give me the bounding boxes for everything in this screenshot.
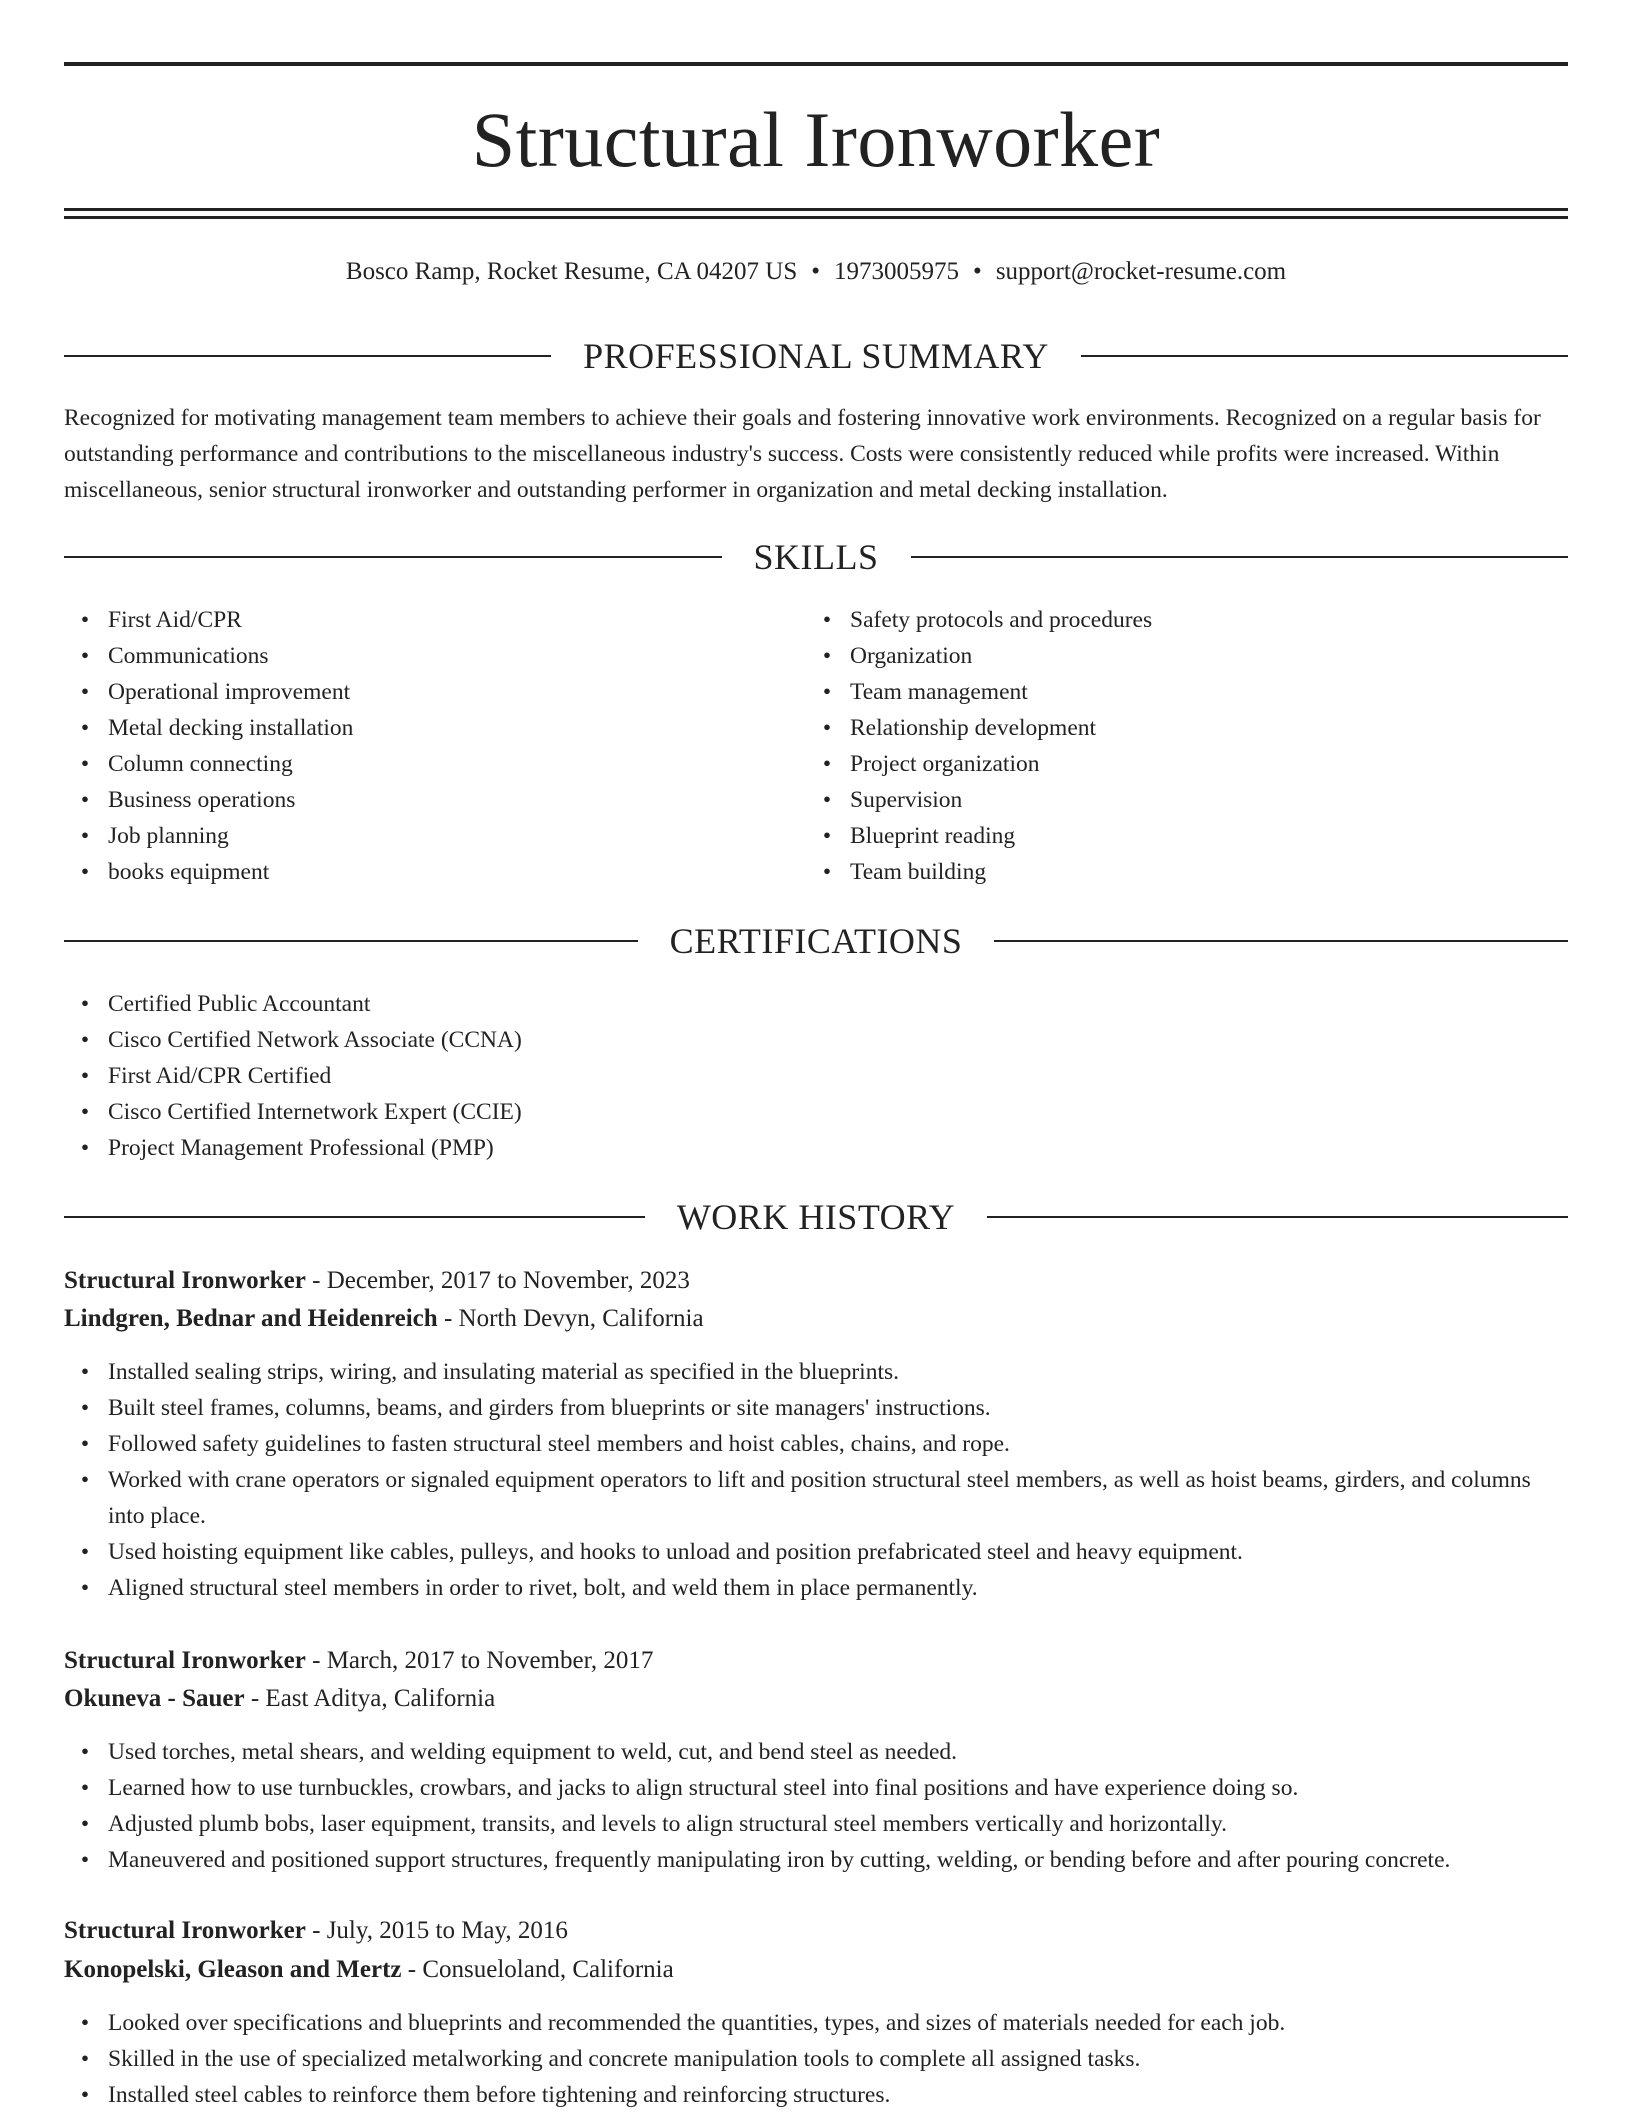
header-top-rule [64, 62, 1568, 66]
bullet-icon: • [822, 607, 832, 633]
skill-item-text: Relationship development [850, 715, 1097, 741]
section-rule-right [987, 1216, 1568, 1218]
job-bullet-item [64, 1390, 1568, 1426]
bullet-icon: • [80, 751, 90, 777]
bullet-icon: • [80, 607, 90, 633]
bullet-icon: • [80, 1395, 90, 1421]
skill-item [806, 854, 1568, 890]
skill-item-text: Blueprint reading [850, 823, 1016, 849]
bullet-icon: • [822, 715, 832, 741]
bullet-icon: • [80, 2010, 90, 2036]
job-bullet-item-text: Skilled in the use of specialized metalworking and concrete manipulation tools to complete all assigned tasks. [108, 2046, 1141, 2072]
skill-item [806, 818, 1568, 854]
contact-line [64, 254, 1568, 290]
job-dates: - March, 2017 to November, 2017 [305, 1647, 654, 1674]
job-dates: - July, 2015 to May, 2016 [305, 1917, 568, 1944]
skill-item [806, 602, 1568, 638]
bullet-icon: • [80, 1539, 90, 1565]
skill-item [64, 782, 804, 818]
job-bullet-item-text: Used hoisting equipment like cables, pulleys, and hooks to unload and position prefabricated steel and heavy equipment. [108, 1539, 1243, 1565]
bullet-icon: • [80, 1847, 90, 1873]
skill-item [64, 854, 804, 890]
skill-item-text: Column connecting [108, 751, 293, 777]
skill-item-text: Communications [108, 643, 269, 669]
skill-item [806, 638, 1568, 674]
job-title: Structural Ironworker [64, 1917, 306, 1944]
skill-item [64, 602, 804, 638]
skill-item [64, 818, 804, 854]
job-bullet-item [64, 2077, 1568, 2113]
certification-item [64, 1130, 1568, 1166]
skill-item [806, 782, 1568, 818]
job-location: - North Devyn, California [437, 1305, 704, 1332]
contact-address: Bosco Ramp, Rocket Resume, CA 04207 US [345, 258, 798, 285]
job-bullet-item-text: Used torches, metal shears, and welding equipment to weld, cut, and bend steel as needed. [108, 1739, 958, 1765]
bullet-icon: • [80, 643, 90, 669]
bullet-icon: • [822, 823, 832, 849]
job-bullet-item-text: Maneuvered and positioned support structures, frequently manipulating iron by cutting, welding, or bending before and after pouring concrete. [108, 1847, 1451, 1873]
job-bullet-item [64, 2041, 1568, 2077]
bullet-icon: • [80, 1811, 90, 1837]
header-double-rule-lower [64, 216, 1568, 219]
section-header-summary [64, 336, 1568, 376]
section-header-certifications [64, 921, 1568, 961]
skill-item [806, 710, 1568, 746]
certification-item-text: First Aid/CPR Certified [108, 1063, 332, 1089]
job-title: Structural Ironworker [64, 1267, 306, 1294]
job-bullet-item-text: Learned how to use turnbuckles, crowbars, and jacks to align structural steel into final positions and have experience doing so. [108, 1775, 1299, 1801]
skill-item-text: Organization [850, 643, 973, 669]
bullet-icon: • [80, 787, 90, 813]
skill-item [64, 638, 804, 674]
contact-email: support@rocket-resume.com [995, 258, 1287, 285]
certification-item-text: Project Management Professional (PMP) [108, 1135, 494, 1161]
job-bullet-item-text: Installed steel cables to reinforce them before tightening and reinforcing structures. [108, 2082, 891, 2108]
contact-separator: • [973, 258, 982, 285]
section-rule-left [64, 1216, 645, 1218]
section-header-skills [64, 537, 1568, 577]
bullet-icon: • [80, 1135, 90, 1161]
contact-separator: • [811, 258, 821, 285]
bullet-icon: • [80, 715, 90, 741]
section-header-work-history [64, 1197, 1568, 1237]
job-title-line [64, 1262, 1568, 1300]
skill-item [64, 746, 804, 782]
job-bullets-list [64, 1354, 1568, 1606]
skill-item-text: First Aid/CPR [108, 607, 242, 633]
job-bullet-item-text: Followed safety guidelines to fasten structural steel members and hoist cables, chains, and rope. [108, 1431, 1010, 1457]
certification-item [64, 1094, 1568, 1130]
section-rule-right [1081, 355, 1568, 357]
job-bullet-item [64, 1534, 1568, 1570]
job-location: - Consueloland, California [401, 1956, 674, 1983]
job-bullet-item [64, 1462, 1568, 1534]
summary-text: Recognized for motivating management team members to achieve their goals and fostering innovative work environments. Recognized on a regular basis for outstanding performance and contributions to the miscellaneous industry's success. Costs were consistently reduced while profits were increased. Within miscellaneous, senior structural ironworker and outstanding performer in organization and metal decking installation. [64, 405, 1541, 503]
bullet-icon: • [80, 2046, 90, 2072]
skill-item-text: Job planning [108, 823, 229, 849]
skill-item [64, 674, 804, 710]
bullet-icon: • [822, 679, 832, 705]
skill-item-text: Operational improvement [108, 679, 351, 705]
skill-item [64, 710, 804, 746]
bullet-icon: • [80, 1359, 90, 1385]
section-title-skills: SKILLS [753, 537, 879, 577]
section-title-summary: PROFESSIONAL SUMMARY [583, 336, 1049, 376]
skill-item [806, 746, 1568, 782]
job-title-line [64, 1642, 1568, 1680]
certification-item-text: Certified Public Accountant [108, 991, 371, 1017]
bullet-icon: • [80, 1575, 90, 1601]
job-title: Structural Ironworker [64, 1647, 306, 1674]
section-title-work-history: WORK HISTORY [676, 1197, 956, 1237]
bullet-icon: • [80, 1467, 90, 1493]
job-bullet-item [64, 1806, 1568, 1842]
bullet-icon: • [80, 679, 90, 705]
job-location: - East Aditya, California [244, 1685, 496, 1712]
job-company: Lindgren, Bednar and Heidenreich [64, 1305, 438, 1332]
job-company-line [64, 1680, 1568, 1718]
resume-title: Structural Ironworker [471, 96, 1161, 183]
job-bullet-item [64, 1354, 1568, 1390]
job-company: Okuneva - Sauer [64, 1685, 245, 1712]
skill-item-text: Supervision [850, 787, 963, 813]
job-company-line [64, 1300, 1568, 1338]
bullet-icon: • [80, 1431, 90, 1457]
job-bullet-item-text: Installed sealing strips, wiring, and insulating material as specified in the blueprints. [108, 1359, 899, 1385]
bullet-icon: • [80, 1739, 90, 1765]
job-bullets-list [64, 2005, 1568, 2113]
certification-item [64, 1022, 1568, 1058]
skill-item-text: Team management [850, 679, 1028, 705]
skills-list-right [806, 602, 1568, 890]
bullet-icon: • [822, 643, 832, 669]
contact-phone: 1973005975 [834, 258, 960, 285]
skill-item-text: Project organization [850, 751, 1040, 777]
job-bullet-item [64, 2005, 1568, 2041]
job-bullet-item-text: Built steel frames, columns, beams, and girders from blueprints or site managers' instructions. [108, 1395, 991, 1421]
skill-item [806, 674, 1568, 710]
job-company-line [64, 1951, 1568, 1989]
bullet-icon: • [80, 991, 90, 1017]
section-rule-right [994, 940, 1568, 942]
skill-item-text: Business operations [108, 787, 296, 813]
job-bullet-item [64, 1734, 1568, 1770]
certification-item [64, 986, 1568, 1022]
bullet-icon: • [80, 1063, 90, 1089]
bullet-icon: • [822, 787, 832, 813]
section-title-certifications: CERTIFICATIONS [669, 921, 963, 961]
job-company: Konopelski, Gleason and Mertz [64, 1956, 402, 1983]
section-rule-right [911, 556, 1569, 558]
job-bullet-item [64, 1770, 1568, 1806]
job-bullet-item [64, 1426, 1568, 1462]
bullet-icon: • [80, 1775, 90, 1801]
job-bullet-item [64, 1570, 1568, 1606]
job-bullet-item-text: Looked over specifications and blueprints and recommended the quantities, types, and sizes of materials needed for each job. [108, 2010, 1286, 2036]
bullet-icon: • [822, 859, 832, 885]
bullet-icon: • [822, 751, 832, 777]
certifications-list [64, 986, 1568, 1166]
skills-list-left [64, 602, 804, 890]
job-title-line [64, 1912, 1568, 1950]
header-double-rule-upper [64, 208, 1568, 211]
job-bullet-item [64, 1842, 1568, 1878]
skill-item-text: Metal decking installation [108, 715, 354, 741]
bullet-icon: • [80, 859, 90, 885]
bullet-icon: • [80, 823, 90, 849]
job-bullet-item-text: Worked with crane operators or signaled equipment operators to lift and position structural steel members, as well as hoist beams, girders, and columns into place. [108, 1467, 1531, 1529]
certification-item [64, 1058, 1568, 1094]
certification-item-text: Cisco Certified Network Associate (CCNA) [108, 1027, 522, 1053]
bullet-icon: • [80, 1099, 90, 1125]
section-rule-left [64, 355, 551, 357]
job-bullet-item-text: Adjusted plumb bobs, laser equipment, transits, and levels to align structural steel members vertically and horizontally. [108, 1811, 1228, 1837]
bullet-icon: • [80, 2082, 90, 2108]
section-rule-left [64, 940, 638, 942]
job-bullets-list [64, 1734, 1568, 1878]
certification-item-text: Cisco Certified Internetwork Expert (CCIE) [108, 1099, 522, 1125]
skill-item-text: books equipment [108, 859, 270, 885]
skill-item-text: Safety protocols and procedures [850, 607, 1153, 633]
skill-item-text: Team building [850, 859, 987, 885]
job-bullet-item-text: Aligned structural steel members in order to rivet, bolt, and weld them in place permanently. [108, 1575, 978, 1601]
bullet-icon: • [80, 1027, 90, 1053]
job-dates: - December, 2017 to November, 2023 [305, 1267, 690, 1294]
section-rule-left [64, 556, 722, 558]
